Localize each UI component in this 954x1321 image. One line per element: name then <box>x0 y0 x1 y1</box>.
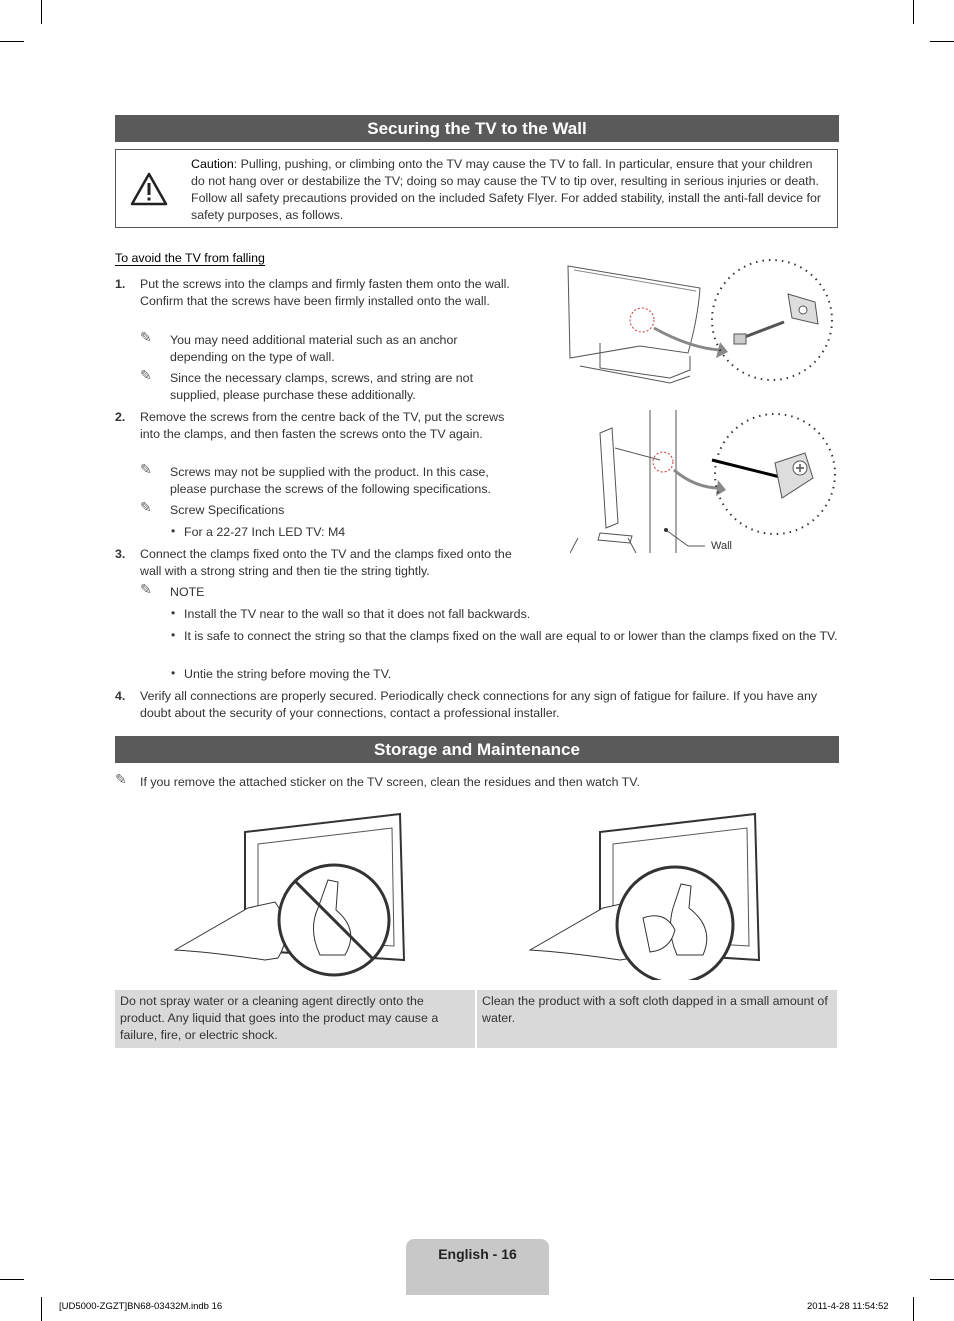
section-title-storage: Storage and Maintenance <box>115 736 839 763</box>
bullet-text: Install the TV near to the wall so that it does not fall backwards. <box>184 607 531 621</box>
section-title-securing: Securing the TV to the Wall <box>115 115 839 142</box>
footer-file: [UD5000-ZGZT]BN68-03432M.indb 16 <box>59 1301 223 1312</box>
note-pencil-icon: ✎ <box>140 329 152 345</box>
note-text: NOTE <box>170 585 205 599</box>
tv-clamp-illustration <box>560 258 840 388</box>
page-label: English - 16 <box>406 1239 549 1295</box>
step-number: 2. <box>115 410 126 424</box>
bullet-text: It is safe to connect the string so that the clamps fixed on the wall are equal to or lower than the clamps fixed on the TV. <box>184 629 838 643</box>
note-pencil-icon: ✎ <box>140 499 152 515</box>
step-text: Remove the screws from the centre back of the TV, put the screws into the clamps, and then fasten the screws onto the TV again. <box>140 410 505 441</box>
note-pencil-icon: ✎ <box>140 461 152 477</box>
step-number: 3. <box>115 547 126 561</box>
wall-label: Wall <box>711 540 732 552</box>
storage-note: If you remove the attached sticker on the TV screen, clean the residues and then watch TV. <box>140 775 640 789</box>
cell-soft-cloth: Clean the product with a soft cloth dapped in a small amount of water. <box>477 990 837 1048</box>
crop-mark <box>913 0 914 24</box>
step-text: Verify all connections are properly secured. Periodically check connections for any sign of fatigue for failure. If you have any doubt about the security of your connections, contact a professional installer. <box>140 689 818 720</box>
footer-timestamp: 2011-4-28 11:54:52 <box>807 1301 889 1312</box>
crop-mark <box>930 41 954 42</box>
step-text: Put the screws into the clamps and firmly fasten them onto the wall. Confirm that the screws have been firmly installed onto the wall. <box>140 277 510 308</box>
note-text: Screw Specifications <box>170 503 285 517</box>
no-spray-illustration <box>170 810 410 980</box>
cloth-clean-illustration <box>525 810 765 980</box>
note-pencil-icon: ✎ <box>140 581 152 597</box>
bullet-dot: • <box>171 666 176 680</box>
note-text: Screws may not be supplied with the product. In this case, please purchase the screws of the following specifications. <box>170 465 491 496</box>
bullet-dot: • <box>171 628 176 642</box>
bullet-dot: • <box>171 606 176 620</box>
caution-label: Caution <box>191 157 234 171</box>
cell-no-spray: Do not spray water or a cleaning agent directly onto the product. Any liquid that goes into the product may cause a failure, fire, or electric shock. <box>115 990 475 1048</box>
note-text: Since the necessary clamps, screws, and string are not supplied, please purchase these additionally. <box>170 371 474 402</box>
crop-mark <box>0 41 24 42</box>
note-pencil-icon: ✎ <box>140 367 152 383</box>
crop-mark <box>930 1279 954 1280</box>
subtitle-avoid-falling: To avoid the TV from falling <box>115 251 265 265</box>
crop-mark <box>913 1297 914 1321</box>
crop-mark <box>41 1297 42 1321</box>
caution-box <box>115 149 838 228</box>
caution-text <box>191 156 821 224</box>
tv-wall-string-illustration <box>570 408 840 558</box>
warning-icon <box>130 172 168 206</box>
step-number: 4. <box>115 689 126 703</box>
crop-mark <box>41 0 42 24</box>
note-text: You may need additional material such as an anchor depending on the type of wall. <box>170 333 458 364</box>
bullet-text: For a 22-27 Inch LED TV: M4 <box>184 525 346 539</box>
caution-body: : Pulling, pushing, or climbing onto the TV may cause the TV to fall. In particular, ensure that your children do not hang over or destabilize the TV; doing so may cause the TV to tip over, resulting in serious injuries or death. Follow all safety precautions provided on the included Safety Flyer. For added stability, install the anti-fall device for safety purposes, as follows. <box>191 157 821 222</box>
crop-mark <box>0 1279 24 1280</box>
bullet-text: Untie the string before moving the TV. <box>184 667 392 681</box>
step-text: Connect the clamps fixed onto the TV and the clamps fixed onto the wall with a strong string and then tie the string tightly. <box>140 547 512 578</box>
step-number: 1. <box>115 277 126 291</box>
note-pencil-icon: ✎ <box>115 771 127 787</box>
bullet-dot: • <box>171 524 176 538</box>
